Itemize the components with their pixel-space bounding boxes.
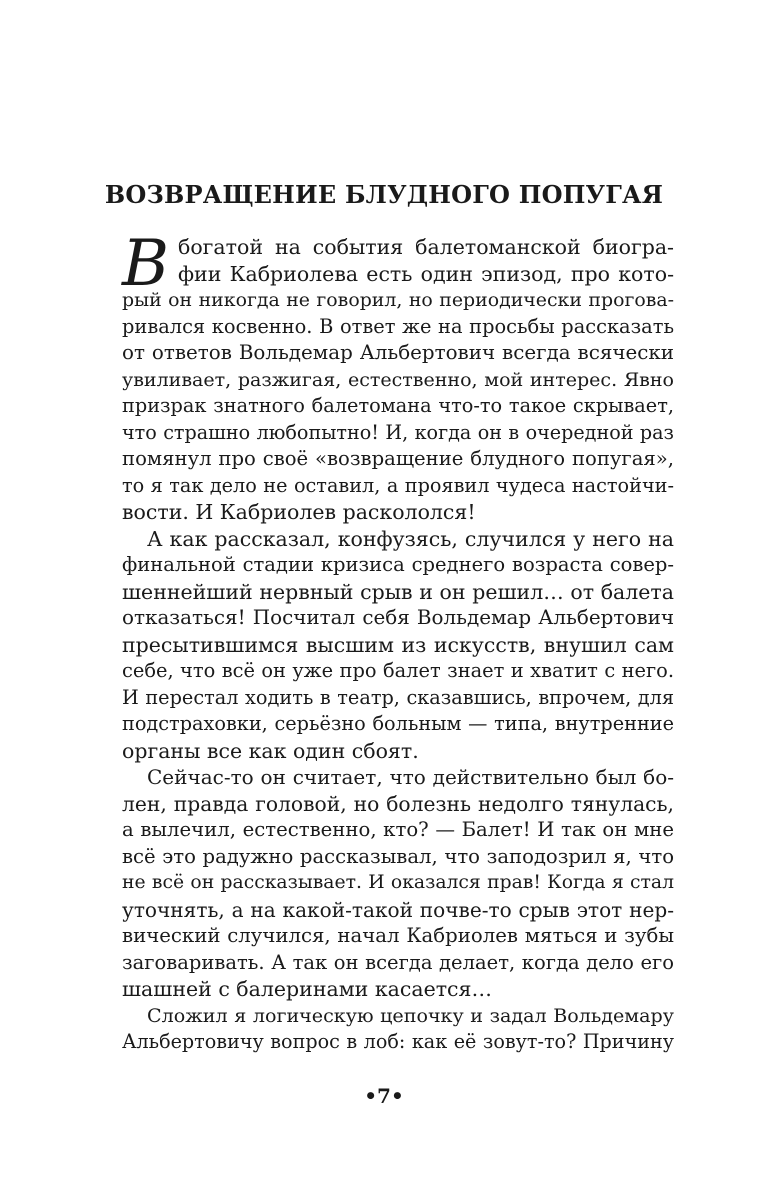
text-line: органы все как один сбоят. xyxy=(122,738,419,763)
text-line: Альбертовичу вопрос в лоб: как её зовут-то? Причину xyxy=(122,1030,674,1053)
text-line: призрак знатного балетомана что-то такое скрывает, xyxy=(122,394,674,417)
text-line: заговаривать. А так он всегда делает, когда дело его xyxy=(122,950,674,974)
text-line: не всё он рассказывает. И оказался прав! Когда я стал xyxy=(122,872,674,893)
text-line: рый он никогда не говорил, но периодически прогова- xyxy=(122,289,674,311)
chapter-title: ВОЗВРАЩЕНИЕ БЛУДНОГО ПОПУГАЯ xyxy=(104,180,664,209)
text-line: подстраховки, серьёзно больным — типа, внутренние xyxy=(122,712,674,735)
text-line: вости. И Кабриолев раскололся! xyxy=(122,500,476,524)
text-line: шашней с балеринами касается… xyxy=(122,977,492,1001)
text-line: от ответов Вольдемар Альбертович всегда всячески xyxy=(122,341,674,364)
text-line: то я так дело не оставил, а проявил чудеса настойчи- xyxy=(122,473,674,497)
text-line: лен, правда головой, но болезнь недолго тянулась, xyxy=(122,791,674,816)
text-line: всё это радужно рассказывал, что заподозрил я, что xyxy=(122,844,674,868)
text-line: себе, что всё он уже про балет знает и хватит с него. xyxy=(122,659,674,682)
text-line: Сложил я логическую цепочку и задал Вольдемару xyxy=(147,1003,674,1027)
text-line: шеннейший нервный срыв и он решил… от балета xyxy=(122,579,674,604)
text-line: что страшно любопытно! И, когда он в очередной раз xyxy=(122,420,674,444)
body-text xyxy=(122,227,674,1056)
drop-cap: В xyxy=(122,227,170,301)
text-line: Сейчас-то он считает, что действительно был бо- xyxy=(147,765,674,789)
text-line: помянул про своё «возвращение блудного попугая», xyxy=(122,447,674,470)
text-line: финальной стадии кризиса среднего возраста совер- xyxy=(122,553,674,576)
text-line: пресытившимся высшим из искусств, внушил сам xyxy=(122,632,674,657)
text-line: ривался косвенно. В ответ же на просьбы рассказать xyxy=(122,314,674,338)
text-line: вический случился, начал Кабриолев мяться и зубы xyxy=(122,924,674,947)
text-line: увиливает, разжигая, естественно, мой интерес. Явно xyxy=(122,368,674,391)
text-line: фии Кабриолева есть один эпизод, про кото- xyxy=(178,261,674,286)
text-line: богатой на события балетоманской биогра- xyxy=(178,235,674,259)
text-line: А как рассказал, конфузясь, случился у него на xyxy=(147,526,674,551)
page-number: •7• xyxy=(364,1084,404,1108)
text-line: уточнять, а на какой-такой почве-то срыв этот нер- xyxy=(122,897,674,922)
text-line: отказаться! Посчитал себя Вольдемар Альбертович xyxy=(122,606,674,629)
paragraph-1 xyxy=(122,234,674,287)
text-line: И перестал ходить в театр, сказавшись, впрочем, для xyxy=(122,685,674,709)
text-line: а вылечил, естественно, кто? — Балет! И так он мне xyxy=(122,818,674,841)
